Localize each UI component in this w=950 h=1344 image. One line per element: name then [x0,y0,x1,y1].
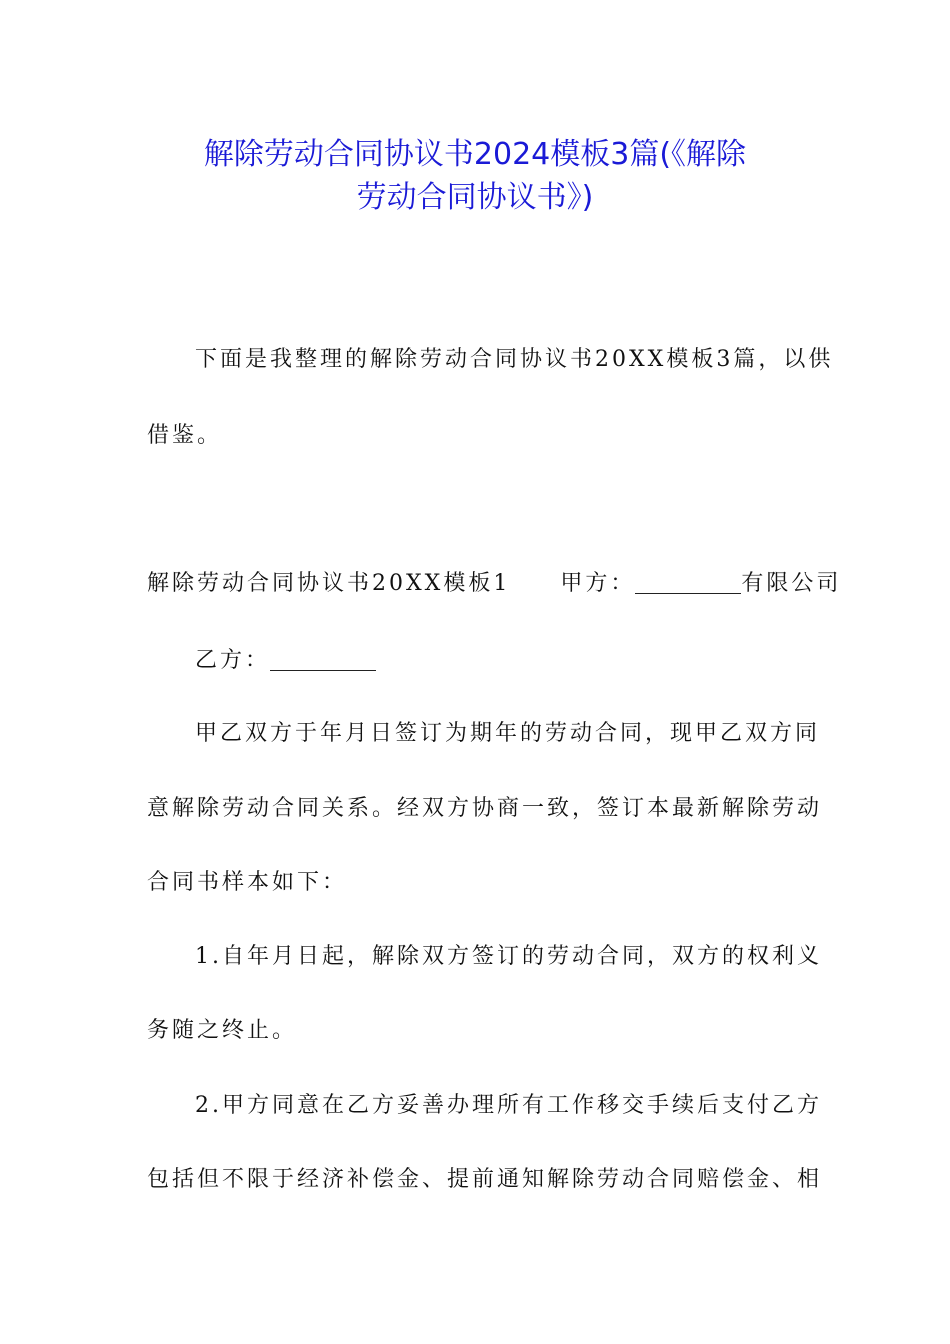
intro-line-2: 借鉴。 [147,423,223,448]
template-1-heading-row [147,569,842,599]
item-2-line-1: 2.甲方同意在乙方妥善办理所有工作移交手续后支付乙方 [195,1093,822,1118]
paragraph-1-line-3: 合同书样本如下： [147,870,348,895]
party-a-blank [635,571,741,594]
party-b-label: 乙方： [195,648,271,673]
party-a-suffix: 有限公司 [741,571,842,596]
intro-line-1: 下面是我整理的解除劳动合同协议书20XX模板3篇，以供 [195,347,834,372]
party-a-label: 甲方： [560,571,636,596]
party-b-row [195,646,855,676]
paragraph-1-line-1: 甲乙双方于年月日签订为期年的劳动合同，现甲乙双方同 [195,721,821,746]
document-title-line-1: 解除劳动合同协议书2024模板3篇(《解除 [203,137,747,172]
template-1-heading: 解除劳动合同协议书20XX模板1 [147,571,511,596]
item-1-line-1: 1.自年月日起，解除双方签订的劳动合同，双方的权利义 [195,944,822,969]
item-2-line-2: 包括但不限于经济补偿金、提前通知解除劳动合同赔偿金、相 [147,1167,823,1192]
party-b-blank [270,648,376,671]
paragraph-1-line-2: 意解除劳动合同关系。经双方协商一致，签订本最新解除劳动 [147,796,823,821]
document-title-line-2: 劳动合同协议书》) [356,180,594,215]
item-1-line-2: 务随之终止。 [147,1018,298,1043]
